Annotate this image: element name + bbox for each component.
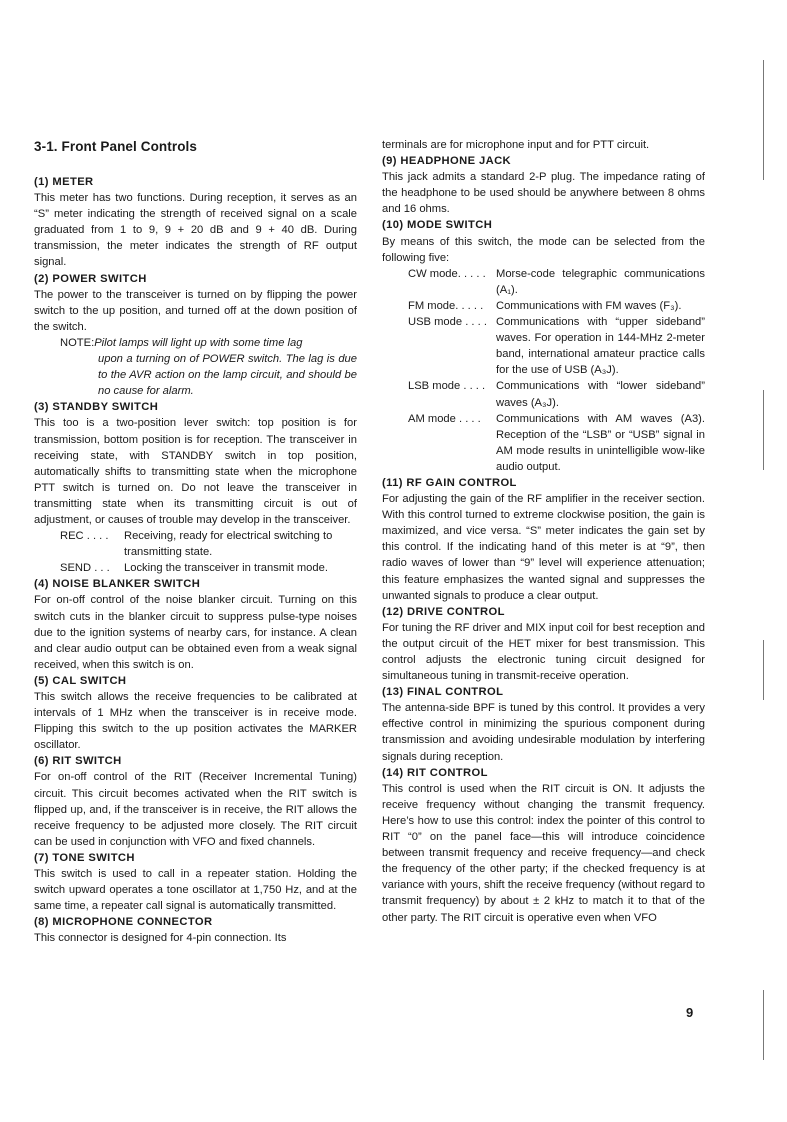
- mode-term-fm: FM mode. . . . .: [408, 299, 484, 312]
- mode-desc-lsb: Communications with “lower sideband” waves (A₃J).: [496, 380, 705, 409]
- right-column: [382, 137, 705, 926]
- standby-switch-text: This too is a two-position lever switch: top position is for transmission, bottom position is for reception. The transceiver in receiving state, with STANDBY switch in top position, automatically shifts to transmitting state when the microphone PTT switch is turned on. Do not leave the transceiver in transmitting state when its transmitting circuit is out of adjustment, or causes of trouble may develop in the transceiver.: [34, 417, 357, 526]
- microphone-connector-text: This connector is designed for 4-pin connection. Its: [34, 932, 287, 945]
- mode-term-am: AM mode . . . .: [408, 412, 481, 425]
- mode-desc-cw: Morse-code telegraphic communications (A₁).: [496, 267, 705, 296]
- send-item: [34, 560, 357, 576]
- mode-switch-heading: (10) MODE SWITCH: [382, 219, 493, 232]
- rit-control-text: This control is used when the RIT circuit is ON. It adjusts the receive frequency without changing the transmit frequency. Here’s how to use this control: index the pointer of this control to RIT “0” on the panel face—this will introduce coincidence between transmit frequency and receive frequency—and check the frequency of the other party; if the checked frequency is at variance with yours, shift the receive frequency (without regard to transmit frequency) by about ± 2 kHz to match it to that of the other party. The RIT circuit is operative even when VFO: [382, 782, 705, 924]
- rec-desc: Receiving, ready for electrical switching to transmitting state.: [124, 530, 333, 559]
- rit-control-heading: (14) RIT CONTROL: [382, 766, 488, 779]
- mode-switch-text: By means of this switch, the mode can be selected from the following five:: [382, 235, 705, 264]
- rit-switch-text: For on-off control of the RIT (Receiver Incremental Tuning) circuit. This circuit becomes activated when the RIT switch is flipped up, and, if the transceiver is in receive, the RIT allows the receive frequency to be adjusted more closely. The RIT circuit can be used in conjunction with VFO and fixed channels.: [34, 771, 357, 848]
- rit-switch-heading: (6) RIT SWITCH: [34, 755, 122, 768]
- standby-switch-heading: (3) STANDBY SWITCH: [34, 401, 159, 414]
- noise-blanker-heading: (4) NOISE BLANKER SWITCH: [34, 578, 201, 591]
- mode-desc-am: Communications with AM waves (A3). Reception of the “LSB” or “USB” signal in AM mode results in unintelligible wow-like audio output.: [496, 412, 705, 473]
- mode-item-cw: [382, 266, 705, 298]
- note-first-line: Pilot lamps will light up with some time lag: [94, 336, 303, 349]
- scan-edge-mark: [763, 390, 764, 470]
- mode-term-cw: CW mode. . . . .: [408, 267, 486, 280]
- drive-control-text: For tuning the RF driver and MIX input coil for best reception and the output circuit of the HET mixer for best transmission. This control adjusts the electronic tuning circuit designed for simultaneous tuning in transmit-receive operation.: [382, 621, 705, 683]
- cal-switch-heading: (5) CAL SWITCH: [34, 674, 127, 687]
- microphone-connector-heading: (8) MICROPHONE CONNECTOR: [34, 916, 213, 929]
- send-term: SEND . . .: [60, 562, 110, 575]
- meter-heading: (1) METER: [34, 176, 94, 188]
- mode-desc-fm: Communications with FM waves (F₃).: [496, 299, 682, 312]
- noise-blanker-text: For on-off control of the noise blanker circuit. Turning on this switch cuts in the blanker circuit to suppress pulse-type noises due to the ignition systems of nearby cars, for instance. A clean and clear audio output can be obtained even from a weak signal received, when this switch is on.: [34, 594, 357, 671]
- power-switch-heading: (2) POWER SWITCH: [34, 272, 147, 285]
- rf-gain-text: For adjusting the gain of the RF amplifier in the receiver section. With this control turned to extreme clockwise position, the gain is maximized, and vice versa. “S” meter indicates the gain set by this control. If the indicating hand of this meter is at “9”, then radio waves of lower than “9” level will experience attenuation; this feature emphasizes the wanted signal and suppresses the unwanted signals to produce a clear output.: [382, 493, 705, 602]
- rec-item: [34, 528, 357, 560]
- note-label: NOTE:: [60, 336, 95, 349]
- tone-switch-heading: (7) TONE SWITCH: [34, 851, 135, 864]
- final-control-text: The antenna-side BPF is tuned by this control. It provides a very effective control in minimizing the spurious component during transmission and avoiding undesirable modulation by interfering signals during reception.: [382, 702, 705, 763]
- scan-edge-mark: [763, 640, 764, 700]
- left-column: [34, 138, 357, 947]
- scan-edge-mark: [763, 60, 764, 180]
- rf-gain-heading: (11) RF GAIN CONTROL: [382, 476, 517, 489]
- headphone-jack-text: This jack admits a standard 2-P plug. The impedance rating of the headphone to be used should be anywhere between 8 ohms and 16 ohms.: [382, 171, 705, 216]
- section-title: 3-1. Front Panel Controls: [34, 139, 198, 154]
- headphone-jack-heading: (9) HEADPHONE JACK: [382, 155, 512, 168]
- note-continuation: upon a turning on of POWER switch. The lag is due to the AVR action on the lamp circuit, and should be no cause for alarm.: [98, 353, 357, 398]
- page-number: 9: [686, 1005, 694, 1020]
- send-desc: Locking the transceiver in transmit mode.: [124, 562, 328, 575]
- mode-desc-usb: Communications with “upper sideband” waves. For operation in 144-MHz 2-meter band, international amateur practice calls for the use of USB (A₃J).: [496, 316, 705, 377]
- mode-item-am: [382, 411, 705, 475]
- mode-item-usb: [382, 314, 705, 378]
- mode-item-fm: [382, 298, 705, 314]
- power-note: [60, 335, 357, 399]
- mode-term-lsb: LSB mode . . . .: [408, 380, 486, 393]
- drive-control-heading: (12) DRIVE CONTROL: [382, 605, 505, 618]
- microphone-connector-continued: terminals are for microphone input and for PTT circuit.: [382, 139, 650, 151]
- final-control-heading: (13) FINAL CONTROL: [382, 686, 504, 699]
- power-switch-text: The power to the transceiver is turned on by flipping the power switch to the up position, and turned off at the down position of the switch.: [34, 288, 357, 333]
- tone-switch-text: This switch is used to call in a repeater station. Holding the switch upward operates a tone oscillator at 1,750 Hz, and at the same time, a repeater call signal is automatically transmitted.: [34, 868, 357, 913]
- scan-edge-mark: [763, 990, 764, 1060]
- meter-text: This meter has two functions. During reception, it serves as an “S” meter indicating the strength of received signal on a scale graduated from 1 to 9, 9 + 20 dB and 9 + 40 dB. During transmission, the meter indicates the strength of RF output signal.: [34, 192, 357, 269]
- rec-term: REC . . . .: [60, 530, 109, 543]
- cal-switch-text: This switch allows the receive frequencies to be calibrated at intervals of 1 MHz when the transceiver is in receive mode. Flipping this switch to the up position activates the MARKER oscillator.: [34, 691, 357, 752]
- mode-term-usb: USB mode . . . .: [408, 316, 487, 329]
- mode-item-lsb: [382, 378, 705, 410]
